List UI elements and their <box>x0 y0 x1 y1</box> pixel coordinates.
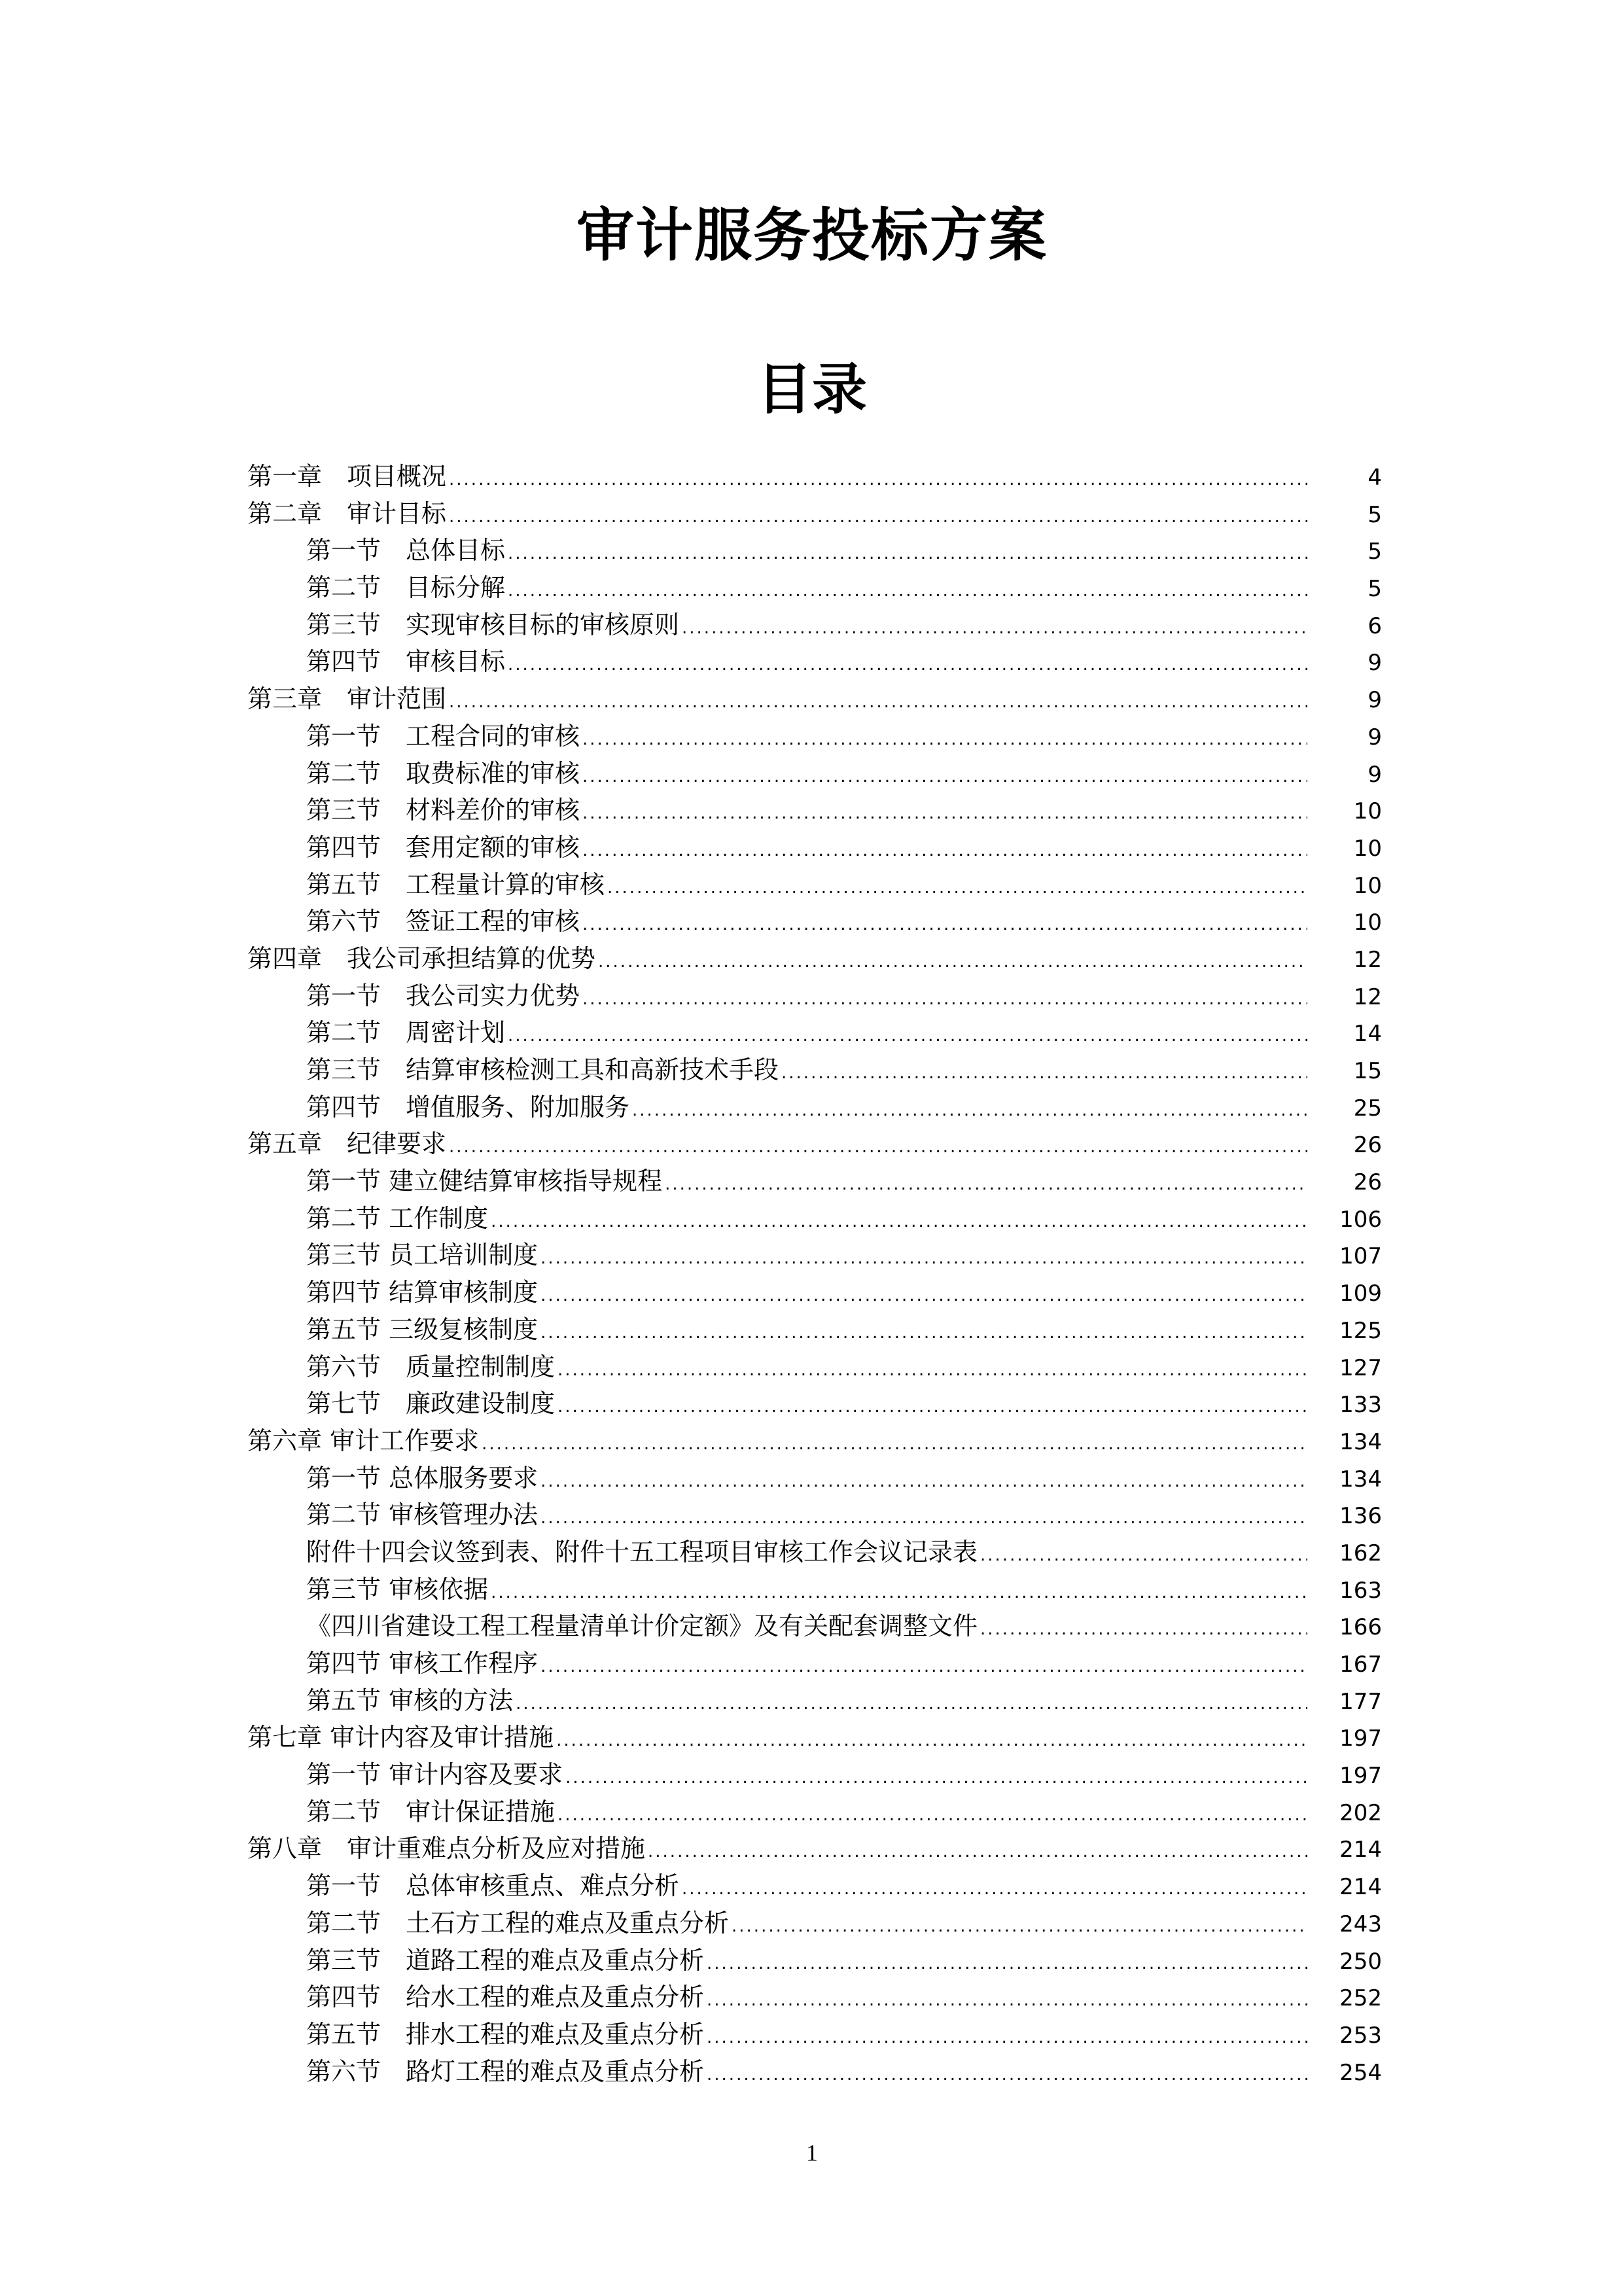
toc-dot-leader <box>598 944 1307 980</box>
toc-dot-leader <box>665 1166 1307 1203</box>
toc-entry-page-number: 125 <box>1339 1317 1382 1344</box>
toc-chapter-entry[interactable] <box>0 495 1624 533</box>
toc-dot-leader <box>508 573 1307 609</box>
toc-entry-page-number: 5 <box>1368 501 1382 528</box>
toc-entry-title: 第六节 签证工程的审核 <box>306 907 580 936</box>
toc-section-entry[interactable] <box>0 1163 1624 1200</box>
toc-entry-title: 第八章 审计重难点分析及应对措施 <box>247 1834 646 1863</box>
toc-chapter-entry[interactable] <box>0 1422 1624 1460</box>
toc-entry-title: 第六节 路灯工程的难点及重点分析 <box>306 2057 705 2086</box>
toc-dot-leader <box>682 610 1307 646</box>
toc-section-entry[interactable] <box>0 1608 1624 1645</box>
toc-entry-page-number: 5 <box>1368 576 1382 603</box>
toc-dot-leader <box>508 646 1307 683</box>
toc-dot-leader <box>632 1092 1307 1129</box>
toc-dot-leader <box>582 758 1307 795</box>
toc-entry-title: 第一节 总体审核重点、难点分析 <box>306 1871 680 1901</box>
toc-section-entry[interactable] <box>0 532 1624 569</box>
toc-dot-leader <box>557 1797 1307 1833</box>
toc-entry-page-number: 12 <box>1353 983 1382 1010</box>
toc-section-entry[interactable] <box>0 1200 1624 1237</box>
toc-entry-title: 第二节 周密计划 <box>306 1018 506 1048</box>
toc-entry-title: 第二节 取费标准的审核 <box>306 758 580 788</box>
toc-entry-title: 第一节 我公司实力优势 <box>306 981 580 1010</box>
toc-entry-page-number: 109 <box>1339 1280 1382 1307</box>
toc-entry-title: 第七节 廉政建设制度 <box>306 1389 556 1419</box>
toc-entry-title: 第五节 排水工程的难点及重点分析 <box>306 2019 705 2049</box>
toc-entry-page-number: 253 <box>1339 2022 1382 2049</box>
toc-entry-title: 第二节 目标分解 <box>306 573 506 603</box>
toc-section-entry[interactable] <box>0 1534 1624 1571</box>
table-of-contents <box>0 458 1624 2090</box>
toc-dot-leader <box>707 2057 1307 2093</box>
toc-section-entry[interactable] <box>0 1496 1624 1534</box>
toc-entry-page-number: 214 <box>1339 1837 1382 1863</box>
toc-entry-title: 第二节 工作制度 <box>306 1203 489 1233</box>
toc-entry-title: 第四节 增值服务、附加服务 <box>306 1092 630 1122</box>
toc-entry-page-number: 4 <box>1368 465 1382 491</box>
toc-chapter-entry[interactable] <box>0 940 1624 978</box>
toc-entry-page-number: 25 <box>1353 1095 1382 1122</box>
toc-entry-page-number: 9 <box>1368 650 1382 677</box>
toc-entry-title: 第四节 给水工程的难点及重点分析 <box>306 1983 705 2012</box>
toc-entry-page-number: 10 <box>1353 835 1382 862</box>
toc-entry-page-number: 26 <box>1353 1132 1382 1159</box>
toc-chapter-entry[interactable] <box>0 1125 1624 1163</box>
toc-entry-title: 第一章 项目概况 <box>247 462 447 491</box>
toc-entry-page-number: 106 <box>1339 1206 1382 1233</box>
toc-dot-leader <box>449 1129 1307 1165</box>
toc-entry-page-number: 250 <box>1339 1948 1382 1975</box>
toc-section-entry[interactable] <box>0 1274 1624 1311</box>
toc-dot-leader <box>449 461 1307 498</box>
toc-entry-page-number: 14 <box>1353 1021 1382 1048</box>
toc-dot-leader <box>980 1611 1307 1648</box>
toc-entry-title: 第四节 结算审核制度 <box>306 1278 538 1307</box>
toc-dot-leader <box>540 1240 1307 1277</box>
toc-entry-title: 第三节 员工培训制度 <box>306 1241 538 1270</box>
toc-chapter-entry[interactable] <box>0 458 1624 495</box>
toc-entry-title: 第一节 总体目标 <box>306 536 506 565</box>
toc-entry-title: 第五章 纪律要求 <box>247 1129 447 1159</box>
toc-entry-title: 第四节 审核工作程序 <box>306 1649 538 1678</box>
toc-section-entry[interactable] <box>0 1867 1624 1905</box>
toc-entry-title: 第四章 我公司承担结算的优势 <box>247 944 596 973</box>
toc-chapter-entry[interactable] <box>0 680 1624 718</box>
toc-entry-title: 第三节 材料差价的审核 <box>306 796 580 825</box>
toc-entry-page-number: 26 <box>1353 1169 1382 1196</box>
toc-section-entry[interactable] <box>0 1979 1624 2016</box>
toc-entry-page-number: 9 <box>1368 724 1382 751</box>
toc-section-entry[interactable] <box>0 1014 1624 1051</box>
toc-entry-title: 第二节 审核管理办法 <box>306 1500 538 1530</box>
toc-entry-title: 第三节 实现审核目标的审核原则 <box>306 610 680 639</box>
toc-section-entry[interactable] <box>0 1385 1624 1422</box>
toc-entry-page-number: 133 <box>1339 1392 1382 1419</box>
toc-entry-page-number: 167 <box>1339 1651 1382 1678</box>
toc-dot-leader <box>565 1759 1307 1796</box>
toc-dot-leader <box>582 721 1307 758</box>
toc-dot-leader <box>491 1574 1307 1611</box>
toc-section-entry[interactable] <box>0 1460 1624 1497</box>
toc-entry-title: 第二节 土石方工程的难点及重点分析 <box>306 1908 730 1937</box>
toc-entry-title: 第一节 工程合同的审核 <box>306 721 580 751</box>
toc-entry-title: 第二章 审计目标 <box>247 499 447 528</box>
toc-section-entry[interactable] <box>0 792 1624 829</box>
toc-entry-page-number: 5 <box>1368 539 1382 565</box>
toc-section-entry[interactable] <box>0 1756 1624 1793</box>
toc-section-entry[interactable] <box>0 829 1624 866</box>
toc-dot-leader <box>732 1908 1307 1945</box>
toc-entry-page-number: 136 <box>1339 1503 1382 1530</box>
toc-section-entry[interactable] <box>0 1645 1624 1682</box>
toc-entry-page-number: 12 <box>1353 946 1382 973</box>
toc-entry-title: 第七章 审计内容及审计措施 <box>247 1723 554 1752</box>
toc-dot-leader <box>516 1686 1307 1722</box>
document-title: 审计服务投标方案 <box>576 202 1048 269</box>
toc-heading: 目录 <box>756 357 867 421</box>
toc-entry-page-number: 197 <box>1339 1725 1382 1752</box>
toc-dot-leader <box>540 1500 1307 1536</box>
toc-dot-leader <box>557 1388 1307 1425</box>
toc-entry-title: 第一节 审计内容及要求 <box>306 1760 563 1790</box>
toc-dot-leader <box>607 870 1307 906</box>
toc-entry-page-number: 243 <box>1339 1911 1382 1937</box>
toc-entry-page-number: 10 <box>1353 798 1382 825</box>
toc-entry-page-number: 162 <box>1339 1540 1382 1566</box>
toc-section-entry[interactable] <box>0 1311 1624 1349</box>
toc-entry-title: 第三节 审核依据 <box>306 1574 489 1604</box>
toc-entry-page-number: 134 <box>1339 1428 1382 1455</box>
toc-dot-leader <box>980 1537 1307 1574</box>
toc-entry-page-number: 166 <box>1339 1614 1382 1641</box>
toc-entry-page-number: 15 <box>1353 1058 1382 1084</box>
toc-dot-leader <box>707 1982 1307 2019</box>
toc-entry-page-number: 107 <box>1339 1243 1382 1270</box>
toc-dot-leader <box>582 981 1307 1017</box>
toc-entry-page-number: 202 <box>1339 1799 1382 1826</box>
toc-entry-page-number: 163 <box>1339 1577 1382 1604</box>
toc-section-entry[interactable] <box>0 1349 1624 1386</box>
toc-entry-page-number: 177 <box>1339 1688 1382 1715</box>
toc-entry-page-number: 197 <box>1339 1763 1382 1790</box>
toc-entry-page-number: 9 <box>1368 761 1382 788</box>
toc-entry-page-number: 10 <box>1353 872 1382 899</box>
toc-entry-page-number: 10 <box>1353 910 1382 936</box>
toc-dot-leader <box>491 1203 1307 1240</box>
toc-entry-page-number: 9 <box>1368 687 1382 714</box>
toc-entry-page-number: 6 <box>1368 612 1382 639</box>
toc-section-entry[interactable] <box>0 1089 1624 1126</box>
toc-dot-leader <box>557 1352 1307 1388</box>
toc-section-entry[interactable] <box>0 866 1624 904</box>
toc-entry-title: 第五节 工程量计算的审核 <box>306 870 605 899</box>
toc-dot-leader <box>582 795 1307 832</box>
toc-section-entry[interactable] <box>0 755 1624 792</box>
toc-entry-title: 第六节 质量控制制度 <box>306 1352 556 1381</box>
toc-section-entry[interactable] <box>0 569 1624 607</box>
toc-dot-leader <box>556 1722 1307 1759</box>
toc-entry-title: 第四节 套用定额的审核 <box>306 832 580 862</box>
toc-dot-leader <box>707 2019 1307 2056</box>
toc-dot-leader <box>508 535 1307 572</box>
toc-chapter-entry[interactable] <box>0 1719 1624 1756</box>
toc-section-entry[interactable] <box>0 1237 1624 1274</box>
toc-entry-title: 第一节 总体服务要求 <box>306 1463 538 1492</box>
toc-entry-title: 第三章 审计范围 <box>247 684 447 714</box>
toc-entry-title: 第一节 建立健结算审核指导规程 <box>306 1167 663 1196</box>
toc-entry-title: 第五节 审核的方法 <box>306 1686 514 1715</box>
toc-dot-leader <box>540 1463 1307 1500</box>
toc-section-entry[interactable] <box>0 1051 1624 1089</box>
toc-section-entry[interactable] <box>0 1682 1624 1720</box>
toc-dot-leader <box>648 1833 1307 1870</box>
toc-dot-leader <box>582 832 1307 869</box>
toc-dot-leader <box>540 1648 1307 1685</box>
toc-entry-title: 附件十四会议签到表、附件十五工程项目审核工作会议记录表 <box>306 1537 978 1566</box>
toc-entry-title: 第六章 审计工作要求 <box>247 1426 480 1455</box>
toc-section-entry[interactable] <box>0 1571 1624 1608</box>
toc-dot-leader <box>508 1017 1307 1054</box>
toc-entry-title: 第三节 结算审核检测工具和高新技术手段 <box>306 1055 779 1084</box>
toc-entry-page-number: 134 <box>1339 1466 1382 1492</box>
toc-dot-leader <box>582 906 1307 943</box>
toc-section-entry[interactable] <box>0 607 1624 644</box>
toc-section-entry[interactable] <box>0 1942 1624 1979</box>
toc-entry-page-number: 127 <box>1339 1354 1382 1381</box>
toc-section-entry[interactable] <box>0 718 1624 755</box>
toc-section-entry[interactable] <box>0 643 1624 680</box>
toc-section-entry[interactable] <box>0 1905 1624 1942</box>
toc-dot-leader <box>540 1277 1307 1314</box>
toc-entry-title: 第五节 三级复核制度 <box>306 1315 538 1344</box>
toc-chapter-entry[interactable] <box>0 1830 1624 1867</box>
toc-section-entry[interactable] <box>0 2016 1624 2053</box>
toc-entry-title: 第四节 审核目标 <box>306 647 506 677</box>
toc-entry-page-number: 214 <box>1339 1874 1382 1901</box>
toc-dot-leader <box>449 684 1307 720</box>
toc-entry-title: 第三节 道路工程的难点及重点分析 <box>306 1945 705 1975</box>
toc-dot-leader <box>449 499 1307 535</box>
toc-dot-leader <box>482 1426 1307 1462</box>
toc-section-entry[interactable] <box>0 903 1624 940</box>
toc-entry-page-number: 252 <box>1339 1985 1382 2012</box>
toc-entry-title: 第二节 审计保证措施 <box>306 1797 556 1826</box>
toc-dot-leader <box>707 1945 1307 1982</box>
page-number: 1 <box>806 2140 818 2166</box>
toc-entry-title: 《四川省建设工程工程量清单计价定额》及有关配套调整文件 <box>306 1612 978 1641</box>
toc-section-entry[interactable] <box>0 2053 1624 2091</box>
toc-dot-leader <box>682 1871 1307 1907</box>
toc-dot-leader <box>540 1315 1307 1351</box>
toc-entry-page-number: 254 <box>1339 2059 1382 2086</box>
toc-section-entry[interactable] <box>0 1793 1624 1831</box>
toc-dot-leader <box>781 1055 1307 1091</box>
toc-section-entry[interactable] <box>0 978 1624 1015</box>
